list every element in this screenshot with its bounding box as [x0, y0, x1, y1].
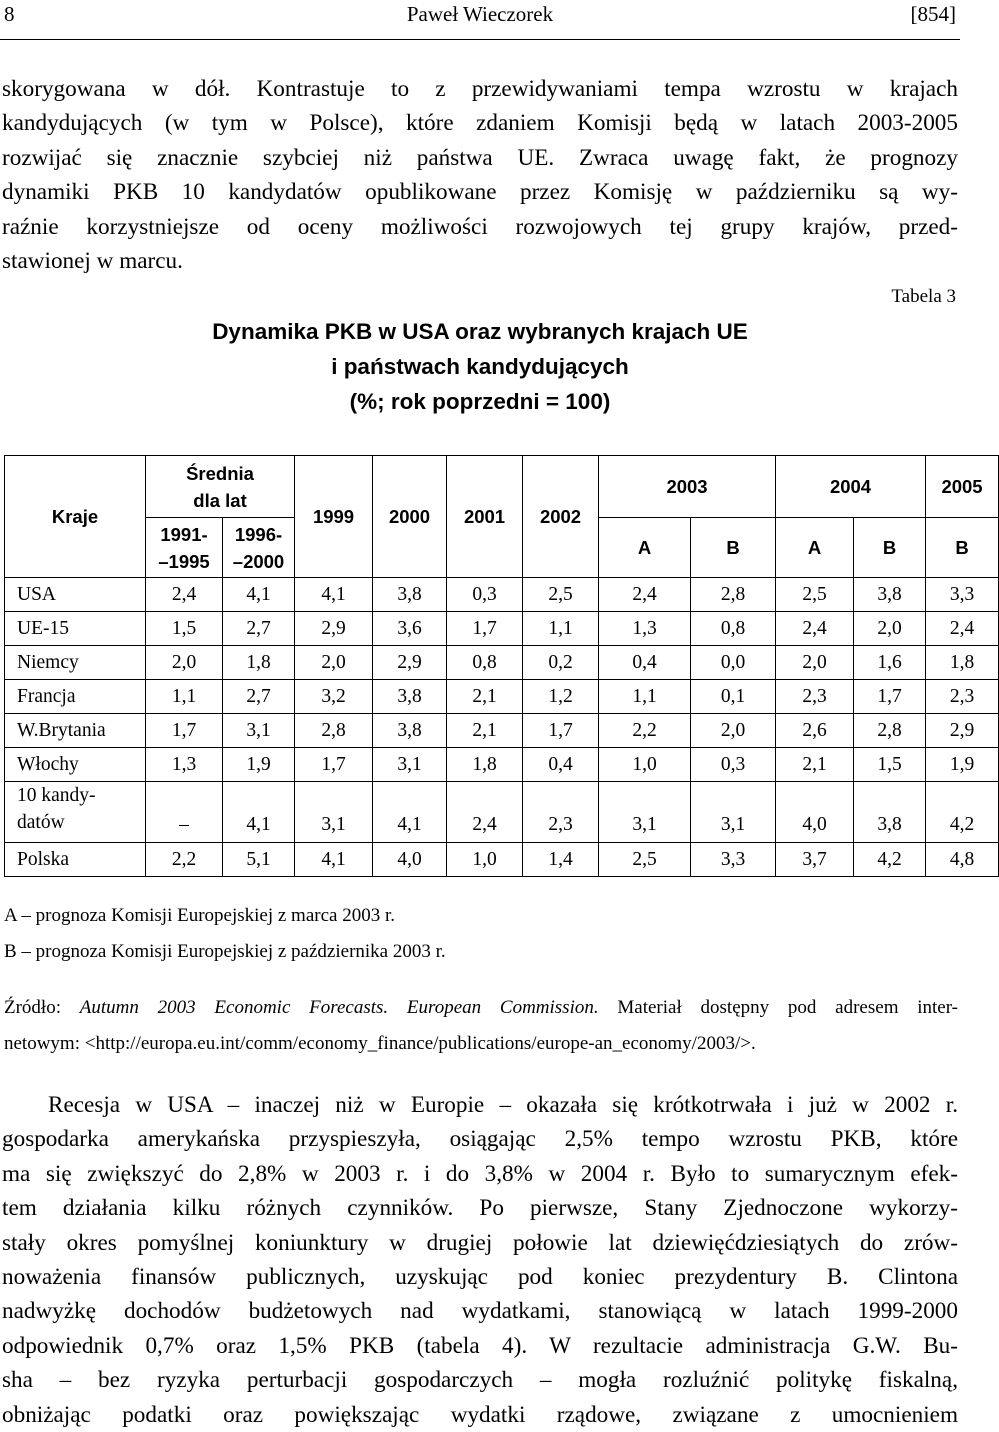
table-note-b: B – prognoza Komisji Europejskiej z października 2003 r. [4, 941, 446, 962]
value-cell: 2,7 [223, 612, 295, 646]
text-line: nadwyżkę dochodów budżetowych nad wydatkami, stanowiącą w latach 1999-2000 [2, 1298, 958, 1325]
header-period [146, 518, 223, 578]
header-period [223, 518, 295, 578]
text-line: rozwijać się znacznie szybciej niż państwa UE. Zwraca uwagę fakt, że prognozy [2, 144, 958, 171]
header-countries: Kraje [5, 456, 146, 578]
table-title-line: i państwach kandydujących [331, 354, 629, 379]
value-cell: 1,9 [926, 748, 999, 782]
value-cell: 2,0 [854, 612, 926, 646]
table-head [5, 456, 999, 578]
value-cell: 3,1 [691, 782, 776, 843]
value-cell: 0,3 [447, 578, 523, 612]
text-line: skorygowana w dół. Kontrastuje to z przewidywaniami tempa wzrostu w krajach [2, 76, 958, 102]
value-cell: 1,0 [447, 843, 523, 877]
value-cell: 1,4 [523, 843, 599, 877]
value-cell: 2,0 [776, 646, 854, 680]
value-cell: 2,3 [776, 680, 854, 714]
country-cell: USA [5, 578, 146, 612]
value-cell: 2,2 [146, 843, 223, 877]
value-cell: 1,9 [223, 748, 295, 782]
header-period-line: –1995 [158, 550, 210, 572]
table-row [5, 843, 999, 877]
country-cell: UE-15 [5, 612, 146, 646]
text-line: noważenia finansów publicznych, uzyskując pod koniec prezydentury B. Clintona [2, 1263, 958, 1290]
value-cell: 3,1 [373, 748, 447, 782]
header-year: 1999 [295, 456, 373, 578]
value-cell: 2,8 [691, 578, 776, 612]
value-cell: 1,8 [223, 646, 295, 680]
table-row [5, 680, 999, 714]
value-cell: 2,1 [447, 680, 523, 714]
value-cell: 4,0 [373, 843, 447, 877]
value-cell: 1,3 [146, 748, 223, 782]
value-cell: 1,8 [926, 646, 999, 680]
value-cell: 1,0 [599, 748, 691, 782]
value-cell: 0,4 [599, 646, 691, 680]
value-cell: 1,5 [854, 748, 926, 782]
table-row [5, 612, 999, 646]
value-cell: 3,8 [373, 578, 447, 612]
header-period-line: 1996- [234, 523, 283, 545]
value-cell: 2,4 [146, 578, 223, 612]
source-url-line: netowym: <http://europa.eu.int/comm/economy_finance/publications/europe-an_economy/2003/>. [4, 1033, 756, 1054]
value-cell: 2,8 [295, 714, 373, 748]
value-cell: 2,5 [776, 578, 854, 612]
value-cell: 2,0 [691, 714, 776, 748]
country-cell: W.Brytania [5, 714, 146, 748]
table-title-line: (%; rok poprzedni = 100) [349, 389, 611, 414]
value-cell: 3,8 [854, 782, 926, 843]
value-cell: 3,1 [599, 782, 691, 843]
page-number: 8 [4, 2, 15, 26]
text-line: tem działania kilku różnych czynników. Po pierwsze, Stany Zjednoczone wykorzy- [2, 1195, 958, 1222]
value-cell: 1,7 [295, 748, 373, 782]
body-paragraph-2 [2, 1088, 958, 1432]
country-cell: Niemcy [5, 646, 146, 680]
text-line: gospodarka amerykańska przyspieszyła, osiągając 2,5% tempo wzrostu PKB, które [2, 1126, 958, 1153]
value-cell: 3,1 [223, 714, 295, 748]
value-cell: 1,1 [523, 612, 599, 646]
source-title: Autumn 2003 Economic Forecasts. European Commission. [79, 997, 599, 1018]
header-year: 2002 [523, 456, 599, 578]
value-cell: 3,2 [295, 680, 373, 714]
page-reference: [854] [910, 2, 956, 26]
text-line: sha – bez ryzyka perturbacji gospodarczych – mogła rozluźnić politykę fiskalną, [2, 1367, 958, 1394]
table-note-a: A – prognoza Komisji Europejskiej z marca 2003 r. [4, 905, 395, 926]
value-cell: 2,5 [523, 578, 599, 612]
text-line: dynamiki PKB 10 kandydatów opublikowane przez Komisję w październiku są wy- [2, 179, 958, 206]
table-row [5, 748, 999, 782]
value-cell: 0,1 [691, 680, 776, 714]
value-cell: 4,1 [223, 782, 295, 843]
table-row [5, 578, 999, 612]
value-cell: 2,4 [447, 782, 523, 843]
text-line: ma się zwiększyć do 2,8% w 2003 r. i do 3,8% w 2004 r. Było to sumarycznym efek- [2, 1160, 958, 1187]
value-cell: 2,4 [776, 612, 854, 646]
table-title [0, 314, 960, 419]
value-cell: 0,8 [447, 646, 523, 680]
header-year: 2004 [776, 456, 926, 518]
text-line: obniżając podatki oraz powiększając wydatki rządowe, związane z umocnieniem [2, 1401, 958, 1428]
value-cell: 4,8 [926, 843, 999, 877]
header-forecast-a: A [599, 518, 691, 578]
value-cell: 1,5 [146, 612, 223, 646]
table-source [4, 990, 958, 1062]
value-cell: 4,2 [926, 782, 999, 843]
source-prefix: Źródło: [4, 997, 80, 1018]
value-cell: 1,7 [447, 612, 523, 646]
text-line: raźnie korzystniejsze od oceny możliwości rozwojowych tej grupy krajów, przed- [2, 213, 958, 240]
value-cell: 3,3 [691, 843, 776, 877]
value-cell: 0,3 [691, 748, 776, 782]
source-text: Materiał dostępny pod adresem inter- [598, 997, 959, 1018]
value-cell: 1,1 [146, 680, 223, 714]
value-cell: 0,0 [691, 646, 776, 680]
text-line: stawionej w marcu. [2, 247, 183, 274]
header-forecast-a: A [776, 518, 854, 578]
value-cell: 2,9 [295, 612, 373, 646]
header-year: 2001 [447, 456, 523, 578]
value-cell: 2,4 [926, 612, 999, 646]
header-forecast-b: B [926, 518, 999, 578]
header-average-line: dla lat [193, 489, 247, 511]
value-cell: 0,2 [523, 646, 599, 680]
table-row [5, 646, 999, 680]
value-cell: 4,2 [854, 843, 926, 877]
value-cell: 2,6 [776, 714, 854, 748]
value-cell: 3,8 [373, 714, 447, 748]
gdp-dynamics-table [4, 455, 999, 877]
value-cell: 4,1 [373, 782, 447, 843]
header-forecast-b: B [854, 518, 926, 578]
running-head-author: Paweł Wieczorek [406, 2, 554, 26]
value-cell: 1,1 [599, 680, 691, 714]
value-cell: 1,7 [523, 714, 599, 748]
table-row [5, 714, 999, 748]
value-cell: 2,9 [373, 646, 447, 680]
value-cell: 2,2 [599, 714, 691, 748]
value-cell: 2,5 [599, 843, 691, 877]
table-body [5, 578, 999, 877]
value-cell: 2,3 [926, 680, 999, 714]
value-cell: 3,3 [926, 578, 999, 612]
source-line [4, 990, 958, 1026]
value-cell: 4,0 [776, 782, 854, 843]
header-average [146, 456, 295, 518]
text-line: kandydujących (w tym w Polsce), które zdaniem Komisji będą w latach 2003-2005 [2, 110, 958, 137]
value-cell: 2,4 [599, 578, 691, 612]
value-cell: 3,1 [295, 782, 373, 843]
page-header [0, 2, 960, 30]
table-row [5, 782, 999, 843]
value-cell: 2,8 [854, 714, 926, 748]
value-cell: 1,7 [854, 680, 926, 714]
text-line: stały okres pomyślnej koniunktury w drugiej połowie lat dziewięćdziesiątych do zrów- [2, 1229, 958, 1256]
text-line: Recesja w USA – inaczej niż w Europie – okazała się krótkotrwała i już w 2002 r. [48, 1092, 958, 1118]
table-label: Tabela 3 [891, 286, 956, 307]
value-cell: 3,7 [776, 843, 854, 877]
value-cell: 4,1 [223, 578, 295, 612]
header-average-line: Średnia [186, 462, 254, 484]
value-cell: 0,4 [523, 748, 599, 782]
country-cell: Włochy [5, 748, 146, 782]
header-forecast-b: B [691, 518, 776, 578]
value-cell: 2,9 [926, 714, 999, 748]
header-period-line: 1991- [160, 523, 208, 545]
value-cell: 4,1 [295, 843, 373, 877]
header-year: 2005 [926, 456, 999, 518]
value-cell: 5,1 [223, 843, 295, 877]
value-cell: 1,7 [146, 714, 223, 748]
header-year: 2003 [599, 456, 776, 518]
value-cell: 1,3 [599, 612, 691, 646]
value-cell: 2,0 [295, 646, 373, 680]
value-cell: 2,0 [146, 646, 223, 680]
value-cell: 4,1 [295, 578, 373, 612]
value-cell: – [146, 782, 223, 843]
value-cell: 3,8 [854, 578, 926, 612]
value-cell: 3,6 [373, 612, 447, 646]
value-cell: 0,8 [691, 612, 776, 646]
header-year: 2000 [373, 456, 447, 578]
value-cell: 1,6 [854, 646, 926, 680]
country-line: datów [17, 812, 65, 833]
table-title-line: Dynamika PKB w USA oraz wybranych krajach UE [212, 319, 748, 344]
value-cell: 1,8 [447, 748, 523, 782]
country-line: 10 kandy- [17, 785, 96, 806]
value-cell: 1,2 [523, 680, 599, 714]
value-cell: 2,1 [447, 714, 523, 748]
value-cell: 3,8 [373, 680, 447, 714]
country-cell: Polska [5, 843, 146, 877]
text-line: odpowiednik 0,7% oraz 1,5% PKB (tabela 4). W rezultacie administracja G.W. Bu- [2, 1332, 958, 1359]
country-cell: Francja [5, 680, 146, 714]
header-rule [0, 39, 960, 40]
value-cell: 2,1 [776, 748, 854, 782]
value-cell: 2,3 [523, 782, 599, 843]
country-cell [5, 782, 146, 843]
body-paragraph-1 [2, 72, 958, 278]
header-period-line: –2000 [232, 550, 285, 572]
value-cell: 2,7 [223, 680, 295, 714]
